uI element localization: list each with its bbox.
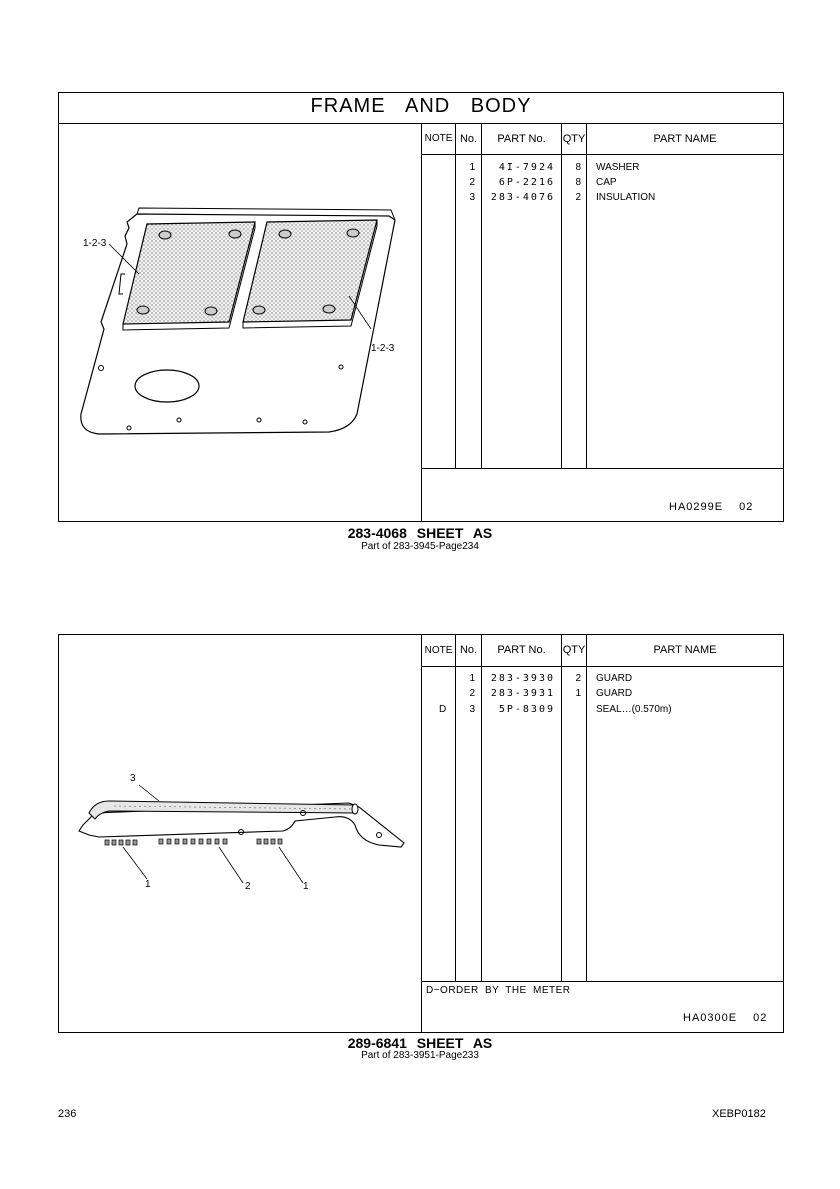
col-header-part-no: PART No. bbox=[497, 133, 546, 145]
col-header-note: NOTE bbox=[424, 645, 453, 656]
col-divider bbox=[455, 635, 456, 981]
col-divider bbox=[586, 123, 587, 468]
ref-code: HA0300E bbox=[683, 1012, 738, 1024]
row-part-no: 283-3930 bbox=[490, 673, 555, 684]
row-part-no: 5P-8309 bbox=[498, 704, 555, 715]
guard-seal-illustration bbox=[59, 635, 421, 1032]
section-2-caption-sub: Part of 283-3951-Page233 bbox=[361, 1050, 479, 1061]
col-divider bbox=[481, 123, 482, 468]
col-divider bbox=[561, 635, 562, 981]
col-header-no: No. bbox=[459, 133, 478, 145]
row-qty: 2 bbox=[575, 192, 581, 203]
col-header-qty: QTY bbox=[562, 644, 586, 656]
row-part-no: 283-4076 bbox=[490, 192, 555, 203]
row-note: D bbox=[439, 704, 447, 715]
footer-divider bbox=[421, 981, 783, 982]
table-left-border bbox=[421, 635, 422, 1032]
row-no: 3 bbox=[469, 704, 475, 715]
callout-label: 1-2-3 bbox=[83, 238, 107, 249]
row-part-no: 4I-7924 bbox=[498, 162, 555, 173]
section-2-frame bbox=[58, 634, 784, 1033]
row-part-name: INSULATION bbox=[596, 192, 656, 203]
table-left-border bbox=[421, 123, 422, 521]
row-qty: 8 bbox=[575, 162, 581, 173]
row-no: 2 bbox=[469, 688, 475, 699]
ref-suffix: 02 bbox=[753, 1012, 768, 1024]
section-1-caption-sub: Part of 283-3945-Page234 bbox=[361, 541, 479, 552]
section-2-caption-title: 289-6841 SHEET AS bbox=[347, 1035, 493, 1051]
col-header-note: NOTE bbox=[424, 133, 453, 144]
callout-label: 1 bbox=[145, 879, 151, 890]
header-divider bbox=[421, 154, 783, 155]
callout-label: 1 bbox=[303, 881, 309, 892]
col-header-part-no: PART No. bbox=[497, 644, 546, 656]
callout-label: 1-2-3 bbox=[371, 343, 395, 354]
row-part-name: WASHER bbox=[596, 162, 640, 173]
ref-suffix: 02 bbox=[739, 501, 754, 513]
row-no: 3 bbox=[469, 192, 475, 203]
sheet-insulation-illustration bbox=[59, 124, 421, 521]
callout-label: 3 bbox=[130, 773, 136, 784]
col-divider bbox=[561, 123, 562, 468]
col-divider bbox=[455, 123, 456, 468]
ref-code: HA0299E bbox=[669, 501, 724, 513]
row-qty: 2 bbox=[575, 673, 581, 684]
illustration-ref-code bbox=[669, 501, 753, 513]
row-part-no: 6P-2216 bbox=[498, 177, 555, 188]
header-divider bbox=[421, 666, 783, 667]
document-code: XEBP0182 bbox=[712, 1108, 766, 1120]
footnote: D−ORDER BY THE METER bbox=[426, 985, 571, 996]
row-no: 1 bbox=[469, 162, 475, 173]
row-part-name: SEAL…(0.570m) bbox=[596, 704, 672, 715]
footer-divider bbox=[421, 468, 783, 469]
row-part-name: GUARD bbox=[596, 688, 633, 699]
col-header-part-name: PART NAME bbox=[653, 644, 717, 656]
section-1-frame bbox=[58, 92, 784, 522]
row-no: 2 bbox=[469, 177, 475, 188]
row-qty: 1 bbox=[575, 688, 581, 699]
row-part-name: CAP bbox=[596, 177, 617, 188]
page-number: 236 bbox=[58, 1108, 77, 1120]
page-title: FRAME AND BODY bbox=[310, 95, 532, 117]
col-header-part-name: PART NAME bbox=[653, 133, 717, 145]
col-divider bbox=[481, 635, 482, 981]
row-qty: 8 bbox=[575, 177, 581, 188]
row-part-name: GUARD bbox=[596, 673, 633, 684]
section-1-caption-title: 283-4068 SHEET AS bbox=[347, 525, 493, 541]
row-no: 1 bbox=[469, 673, 475, 684]
col-header-no: No. bbox=[459, 644, 478, 656]
col-divider bbox=[586, 635, 587, 981]
callout-label: 2 bbox=[245, 881, 251, 892]
col-header-qty: QTY bbox=[562, 133, 586, 145]
row-part-no: 283-3931 bbox=[490, 688, 555, 699]
illustration-ref-code bbox=[683, 1012, 767, 1024]
